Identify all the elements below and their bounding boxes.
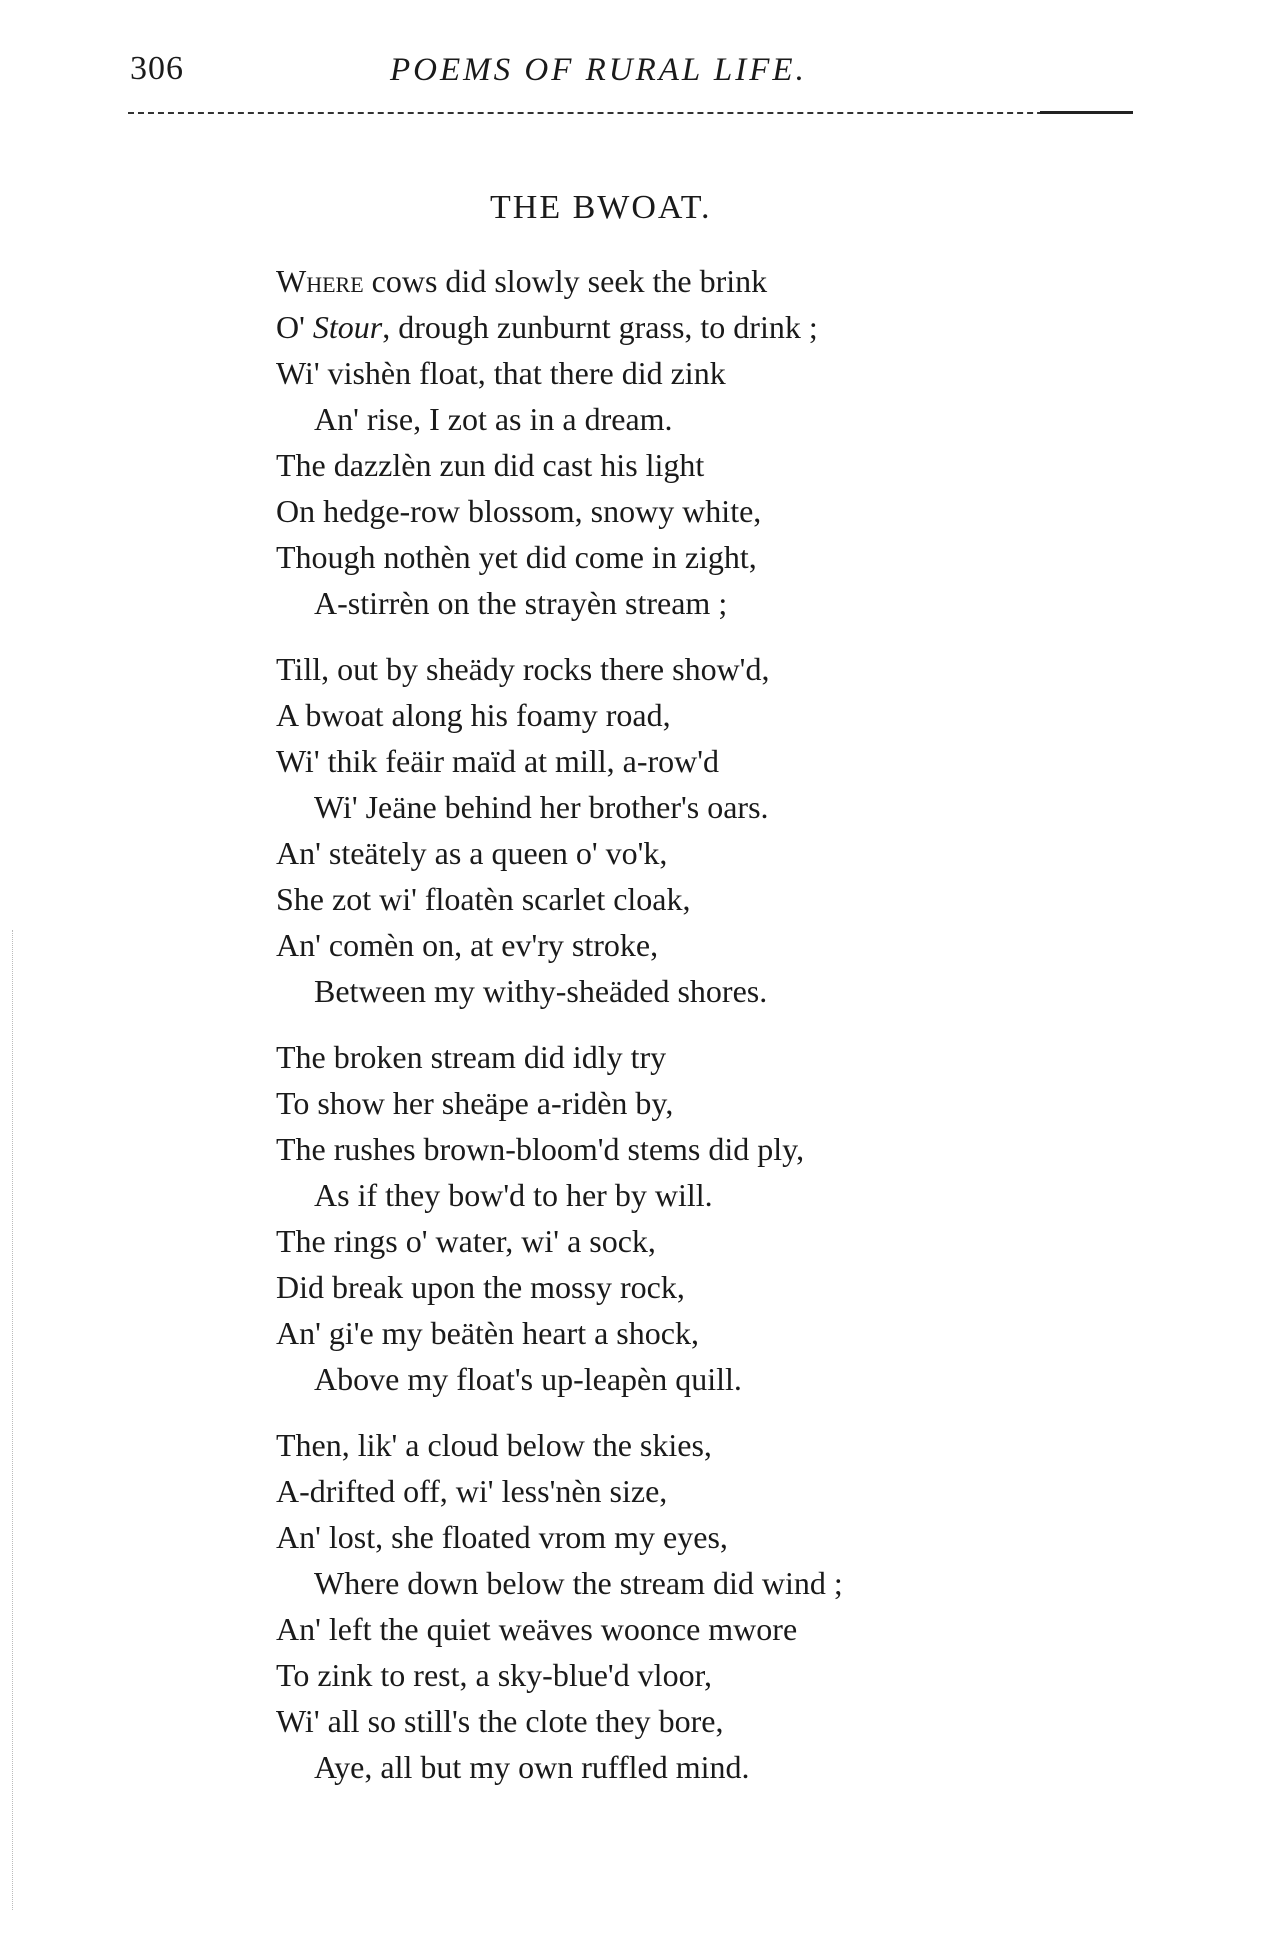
poem-line: An' comèn on, at ev'ry stroke, <box>276 927 659 963</box>
poem-line: Though nothèn yet did come in zight, <box>276 539 757 575</box>
stanza-3 <box>276 1034 1076 1402</box>
poem-line: Did break upon the mossy rock, <box>276 1269 685 1305</box>
poem-line: Wi' vishèn float, that there did zink <box>276 355 726 391</box>
page-number: 306 <box>130 50 184 87</box>
poem-line-indented: Aye, all but my own ruffled mind. <box>314 1749 750 1785</box>
poem-line-indented: Above my float's up-leapèn quill. <box>314 1361 742 1397</box>
poem-line: Then, lik' a cloud below the skies, <box>276 1427 712 1463</box>
header-rule-end <box>1040 111 1133 114</box>
poem-line: On hedge-row blossom, snowy white, <box>276 493 762 529</box>
poem-line: To zink to rest, a sky-blue'd vloor, <box>276 1657 712 1693</box>
poem-line: The broken stream did idly try <box>276 1039 667 1075</box>
poem-line: To show her sheäpe a-ridèn by, <box>276 1085 674 1121</box>
poem-line: A-drifted off, wi' less'nèn size, <box>276 1473 668 1509</box>
poem-line-indented: Wi' Jeäne behind her brother's oars. <box>314 789 769 825</box>
poem-line: Till, out by sheädy rocks there show'd, <box>276 651 770 687</box>
poem-line: Wi' thik feäir maïd at mill, a-row'd <box>276 743 719 779</box>
poem-line-indented: An' rise, I zot as in a dream. <box>314 401 673 437</box>
poem-body <box>276 258 1076 1810</box>
poem-line: A bwoat along his foamy road, <box>276 697 671 733</box>
running-title: POEMS OF RURAL LIFE. <box>390 52 807 88</box>
poem-line-indented: Where down below the stream did wind ; <box>314 1565 843 1601</box>
line-text: O' <box>276 309 313 345</box>
poem-title: THE BWOAT. <box>490 189 712 226</box>
line-text: , drough zunburnt grass, to drink ; <box>382 309 818 345</box>
poem-line-indented: Between my withy-sheäded shores. <box>314 973 768 1009</box>
header-rule <box>128 112 1133 114</box>
stanza-1 <box>276 258 1076 626</box>
poem-line: An' gi'e my beätèn heart a shock, <box>276 1315 699 1351</box>
poem-line: The rushes brown-bloom'd stems did ply, <box>276 1131 805 1167</box>
poem-line-indented: A-stirrèn on the strayèn stream ; <box>314 585 728 621</box>
poem-line <box>276 304 1076 350</box>
stanza-2 <box>276 646 1076 1014</box>
poem-line: An' steätely as a queen o' vo'k, <box>276 835 668 871</box>
scan-edge-mark <box>12 930 13 1910</box>
opening-word: Where <box>276 263 364 299</box>
place-name-italic: Stour <box>312 309 383 345</box>
poem-line: Wi' all so still's the clote they bore, <box>276 1703 724 1739</box>
poem-line: The rings o' water, wi' a sock, <box>276 1223 656 1259</box>
poem-line: The dazzlèn zun did cast his light <box>276 447 705 483</box>
poem-line: An' lost, she floated vrom my eyes, <box>276 1519 728 1555</box>
poem-line: An' left the quiet weäves woonce mwore <box>276 1611 798 1647</box>
poem-line: She zot wi' floatèn scarlet cloak, <box>276 881 691 917</box>
poem-line <box>276 258 1076 304</box>
line-text: cows did slowly seek the brink <box>363 263 768 299</box>
poem-line-indented: As if they bow'd to her by will. <box>314 1177 713 1213</box>
stanza-4 <box>276 1422 1076 1790</box>
